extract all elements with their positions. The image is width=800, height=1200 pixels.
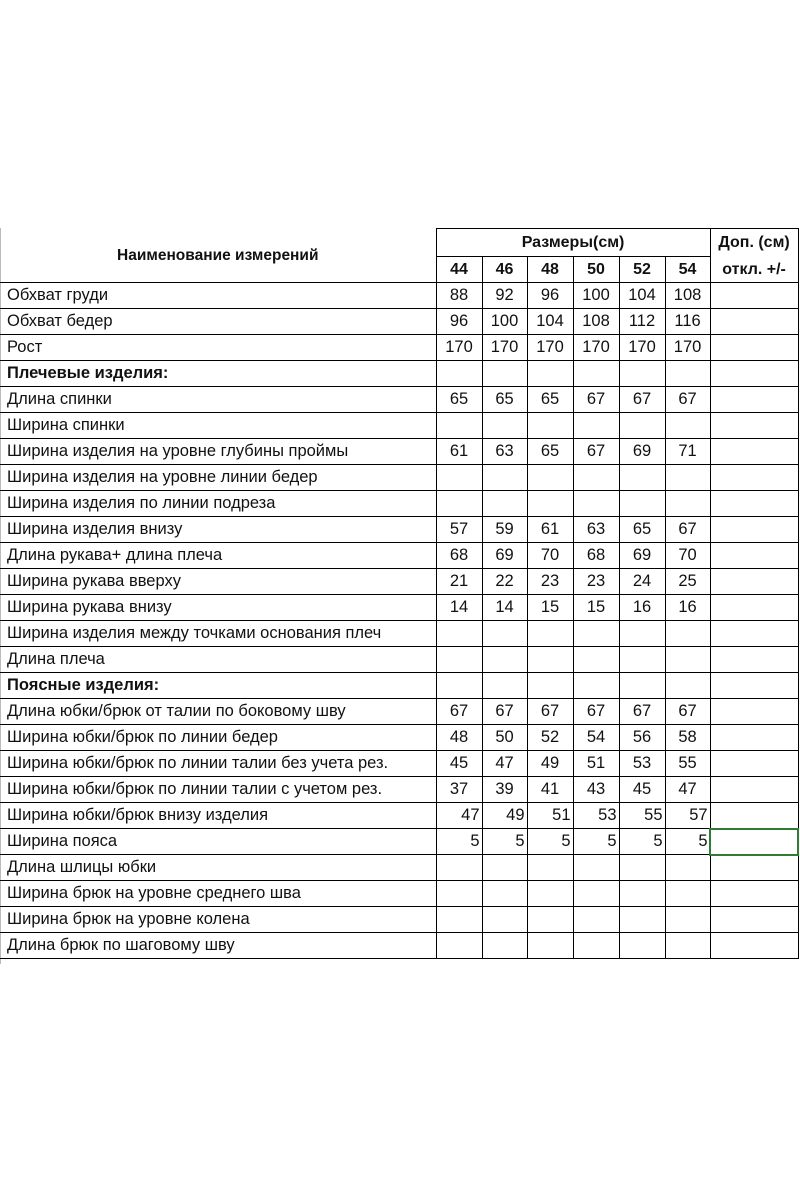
tolerance-cell[interactable] [710,725,798,751]
tolerance-cell[interactable] [710,491,798,517]
header-row-1 [0,229,798,257]
size-value-cell[interactable]: 63 [573,517,619,543]
size-value-cell[interactable]: 65 [482,387,527,413]
section-title-cell[interactable]: Плечевые изделия: [0,361,436,387]
size-value-cell[interactable] [436,465,482,491]
size-value-cell[interactable] [619,491,665,517]
size-value-cell[interactable] [436,647,482,673]
size-value-cell[interactable] [573,855,619,881]
table-row [0,673,798,699]
table-row [0,387,798,413]
size-value-cell[interactable]: 49 [527,751,573,777]
size-value-cell[interactable] [573,621,619,647]
size-value-cell[interactable] [527,907,573,933]
size-value-cell[interactable] [619,855,665,881]
size-value-cell[interactable] [436,621,482,647]
measurement-name-cell[interactable]: Ширина рукава вверху [0,569,436,595]
size-value-cell[interactable] [665,491,710,517]
size-value-cell[interactable]: 5 [482,829,527,855]
measurement-name-cell[interactable]: Ширина брюк на уровне колена [0,907,436,933]
size-value-cell[interactable]: 24 [619,569,665,595]
size-value-cell[interactable]: 5 [527,829,573,855]
size-value-cell[interactable]: 43 [573,777,619,803]
measurement-name-cell[interactable]: Рост [0,335,436,361]
size-value-cell[interactable] [573,465,619,491]
table-row [0,283,798,309]
size-value-cell[interactable] [482,621,527,647]
size-value-cell[interactable]: 67 [482,699,527,725]
size-value-cell[interactable]: 61 [436,439,482,465]
measurement-name-cell[interactable]: Ширина изделия на уровне глубины проймы [0,439,436,465]
size-value-cell[interactable] [665,855,710,881]
size-value-cell[interactable] [482,907,527,933]
size-value-cell[interactable]: 70 [665,543,710,569]
size-value-cell[interactable] [665,361,710,387]
size-value-cell[interactable]: 100 [482,309,527,335]
size-value-cell[interactable] [527,881,573,907]
size-value-cell[interactable]: 57 [665,803,710,829]
table-row [0,907,798,933]
size-value-cell[interactable]: 170 [482,335,527,361]
size-value-cell[interactable]: 68 [573,543,619,569]
size-value-cell[interactable]: 14 [436,595,482,621]
table-row [0,465,798,491]
size-value-cell[interactable] [527,673,573,699]
tolerance-cell[interactable] [710,569,798,595]
table-row [0,621,798,647]
table-row [0,699,798,725]
size-value-cell[interactable]: 51 [527,803,573,829]
size-value-cell[interactable]: 61 [527,517,573,543]
measurement-name-header: Наименование измерений [0,229,436,283]
measurement-name-cell[interactable]: Ширина юбки/брюк по линии бедер [0,725,436,751]
size-value-cell[interactable]: 50 [482,725,527,751]
size-value-cell[interactable]: 39 [482,777,527,803]
size-value-cell[interactable]: 25 [665,569,710,595]
size-value-cell[interactable]: 104 [619,283,665,309]
section-title-cell[interactable]: Поясные изделия: [0,673,436,699]
tolerance-cell[interactable] [710,699,798,725]
measurement-name-cell[interactable]: Длина юбки/брюк от талии по боковому шву [0,699,436,725]
tolerance-cell[interactable] [710,543,798,569]
measurement-name-cell[interactable]: Ширина юбки/брюк по линии талии с учетом рез. [0,777,436,803]
measurement-name-cell[interactable]: Ширина изделия между точками основания плеч [0,621,436,647]
tolerance-cell[interactable] [710,309,798,335]
table-row [0,881,798,907]
size-value-cell[interactable]: 71 [665,439,710,465]
size-value-cell[interactable]: 15 [527,595,573,621]
size-value-cell[interactable]: 69 [619,439,665,465]
size-value-cell[interactable] [436,855,482,881]
size-value-cell[interactable]: 108 [573,309,619,335]
size-value-cell[interactable]: 5 [619,829,665,855]
size-header-cell: 54 [665,257,710,283]
size-value-cell[interactable]: 67 [436,699,482,725]
size-value-cell[interactable] [482,673,527,699]
tolerance-cell[interactable] [710,361,798,387]
size-value-cell[interactable]: 5 [573,829,619,855]
size-value-cell[interactable] [527,621,573,647]
tolerance-cell[interactable] [710,517,798,543]
size-value-cell[interactable] [436,907,482,933]
table-row [0,335,798,361]
size-value-cell[interactable] [436,413,482,439]
size-value-cell[interactable]: 41 [527,777,573,803]
size-value-cell[interactable] [665,933,710,959]
measurement-name-cell[interactable]: Обхват груди [0,283,436,309]
measurement-name-cell[interactable]: Длина рукава+ длина плеча [0,543,436,569]
tolerance-cell[interactable] [710,829,798,855]
size-value-cell[interactable]: 67 [527,699,573,725]
size-value-cell[interactable] [482,465,527,491]
size-value-cell[interactable]: 23 [573,569,619,595]
measurement-name-cell[interactable]: Ширина изделия внизу [0,517,436,543]
table-row [0,517,798,543]
size-value-cell[interactable] [619,621,665,647]
size-value-cell[interactable]: 5 [665,829,710,855]
size-value-cell[interactable]: 23 [527,569,573,595]
size-value-cell[interactable] [619,361,665,387]
size-value-cell[interactable]: 57 [436,517,482,543]
size-value-cell[interactable]: 48 [436,725,482,751]
size-value-cell[interactable]: 49 [482,803,527,829]
size-value-cell[interactable]: 47 [665,777,710,803]
table-row [0,439,798,465]
size-value-cell[interactable] [619,881,665,907]
size-value-cell[interactable] [619,465,665,491]
tolerance-cell[interactable] [710,413,798,439]
size-value-cell[interactable]: 68 [436,543,482,569]
size-value-cell[interactable]: 37 [436,777,482,803]
size-value-cell[interactable] [573,933,619,959]
size-value-cell[interactable] [665,621,710,647]
measurement-name-cell[interactable]: Длина шлицы юбки [0,855,436,881]
size-value-cell[interactable] [527,855,573,881]
tolerance-cell[interactable] [710,907,798,933]
table-row [0,413,798,439]
size-value-cell[interactable] [665,881,710,907]
tolerance-cell[interactable] [710,465,798,491]
size-value-cell[interactable]: 67 [665,517,710,543]
size-value-cell[interactable]: 96 [436,309,482,335]
size-value-cell[interactable]: 5 [436,829,482,855]
size-value-cell[interactable] [436,881,482,907]
size-value-cell[interactable]: 55 [619,803,665,829]
size-value-cell[interactable] [619,933,665,959]
measurement-name-cell[interactable]: Ширина изделия на уровне линии бедер [0,465,436,491]
size-value-cell[interactable]: 58 [665,725,710,751]
measurement-name-cell[interactable]: Длина брюк по шаговому шву [0,933,436,959]
table-row [0,543,798,569]
table-row [0,569,798,595]
size-value-cell[interactable]: 22 [482,569,527,595]
size-value-cell[interactable] [482,933,527,959]
size-value-cell[interactable]: 47 [482,751,527,777]
tolerance-cell[interactable] [710,933,798,959]
tolerance-cell[interactable] [710,647,798,673]
size-value-cell[interactable]: 67 [573,439,619,465]
measurement-name-cell[interactable]: Длина плеча [0,647,436,673]
size-value-cell[interactable]: 69 [619,543,665,569]
size-value-cell[interactable] [482,647,527,673]
size-value-cell[interactable] [619,413,665,439]
size-value-cell[interactable] [527,465,573,491]
size-value-cell[interactable]: 14 [482,595,527,621]
measurement-name-cell[interactable]: Ширина брюк на уровне среднего шва [0,881,436,907]
size-header-cell: 46 [482,257,527,283]
table-row [0,933,798,959]
tolerance-cell[interactable] [710,803,798,829]
size-value-cell[interactable]: 170 [619,335,665,361]
size-chart-table [0,228,799,959]
table-row [0,777,798,803]
measurement-name-cell[interactable]: Ширина юбки/брюк по линии талии без учета рез. [0,751,436,777]
size-value-cell[interactable]: 47 [436,803,482,829]
size-value-cell[interactable] [665,465,710,491]
size-value-cell[interactable]: 170 [573,335,619,361]
size-value-cell[interactable]: 59 [482,517,527,543]
size-value-cell[interactable] [482,855,527,881]
size-chart-sheet [0,228,800,959]
size-value-cell[interactable]: 63 [482,439,527,465]
size-value-cell[interactable]: 69 [482,543,527,569]
size-value-cell[interactable] [619,673,665,699]
size-value-cell[interactable] [573,881,619,907]
size-value-cell[interactable] [482,361,527,387]
table-row [0,647,798,673]
size-value-cell[interactable] [436,361,482,387]
size-value-cell[interactable] [573,673,619,699]
size-value-cell[interactable]: 54 [573,725,619,751]
size-value-cell[interactable] [482,881,527,907]
size-value-cell[interactable]: 70 [527,543,573,569]
size-value-cell[interactable]: 67 [573,387,619,413]
size-value-cell[interactable] [527,647,573,673]
size-header-cell: 50 [573,257,619,283]
tolerance-cell[interactable] [710,621,798,647]
size-value-cell[interactable]: 67 [665,699,710,725]
size-value-cell[interactable]: 65 [619,517,665,543]
size-value-cell[interactable] [482,491,527,517]
size-value-cell[interactable]: 45 [436,751,482,777]
tolerance-header-line1: Доп. (см) [710,229,798,257]
size-value-cell[interactable]: 65 [527,387,573,413]
tolerance-cell[interactable] [710,673,798,699]
measurement-name-cell[interactable]: Ширина спинки [0,413,436,439]
size-value-cell[interactable]: 170 [665,335,710,361]
table-row [0,803,798,829]
tolerance-cell[interactable] [710,777,798,803]
size-value-cell[interactable]: 67 [619,699,665,725]
size-value-cell[interactable] [665,673,710,699]
size-value-cell[interactable] [436,491,482,517]
measurement-name-cell[interactable]: Ширина юбки/брюк внизу изделия [0,803,436,829]
size-value-cell[interactable]: 67 [619,387,665,413]
measurement-rows [0,283,798,959]
tolerance-cell[interactable] [710,335,798,361]
size-value-cell[interactable]: 116 [665,309,710,335]
measurement-name-cell[interactable]: Длина спинки [0,387,436,413]
size-value-cell[interactable]: 96 [527,283,573,309]
table-row [0,725,798,751]
tolerance-cell[interactable] [710,751,798,777]
size-value-cell[interactable]: 15 [573,595,619,621]
size-value-cell[interactable] [619,907,665,933]
size-value-cell[interactable]: 51 [573,751,619,777]
size-value-cell[interactable] [573,907,619,933]
size-header-cell: 48 [527,257,573,283]
size-value-cell[interactable] [436,933,482,959]
size-value-cell[interactable] [527,491,573,517]
size-value-cell[interactable] [665,907,710,933]
table-row [0,855,798,881]
size-value-cell[interactable]: 21 [436,569,482,595]
table-row [0,829,798,855]
size-value-cell[interactable] [436,673,482,699]
tolerance-cell[interactable] [710,439,798,465]
tolerance-cell[interactable] [710,855,798,881]
size-value-cell[interactable]: 55 [665,751,710,777]
tolerance-header-line2: откл. +/- [710,257,798,283]
sizes-header: Размеры(см) [436,229,710,257]
size-header-cell: 52 [619,257,665,283]
size-value-cell[interactable]: 65 [527,439,573,465]
size-value-cell[interactable] [665,413,710,439]
size-value-cell[interactable] [482,413,527,439]
tolerance-cell[interactable] [710,595,798,621]
size-value-cell[interactable] [573,491,619,517]
measurement-name-cell[interactable]: Ширина изделия по линии подреза [0,491,436,517]
table-row [0,491,798,517]
size-value-cell[interactable]: 56 [619,725,665,751]
size-value-cell[interactable] [527,413,573,439]
size-value-cell[interactable]: 16 [665,595,710,621]
size-value-cell[interactable]: 108 [665,283,710,309]
size-value-cell[interactable]: 53 [573,803,619,829]
tolerance-cell[interactable] [710,283,798,309]
size-value-cell[interactable]: 104 [527,309,573,335]
size-value-cell[interactable]: 100 [573,283,619,309]
size-value-cell[interactable] [619,647,665,673]
size-value-cell[interactable]: 16 [619,595,665,621]
size-header-cell: 44 [436,257,482,283]
size-value-cell[interactable]: 67 [665,387,710,413]
tolerance-cell[interactable] [710,387,798,413]
size-value-cell[interactable] [573,647,619,673]
size-value-cell[interactable]: 67 [573,699,619,725]
size-value-cell[interactable]: 170 [527,335,573,361]
size-value-cell[interactable]: 53 [619,751,665,777]
size-value-cell[interactable]: 52 [527,725,573,751]
size-value-cell[interactable]: 45 [619,777,665,803]
size-value-cell[interactable] [573,361,619,387]
measurement-name-cell[interactable]: Ширина рукава внизу [0,595,436,621]
table-row [0,309,798,335]
table-row [0,595,798,621]
measurement-name-cell[interactable]: Ширина пояса [0,829,436,855]
tolerance-cell[interactable] [710,881,798,907]
table-row [0,361,798,387]
size-value-cell[interactable] [573,413,619,439]
measurement-name-cell[interactable]: Обхват бедер [0,309,436,335]
size-value-cell[interactable]: 92 [482,283,527,309]
table-row [0,751,798,777]
size-value-cell[interactable]: 65 [436,387,482,413]
size-value-cell[interactable]: 88 [436,283,482,309]
size-value-cell[interactable] [665,647,710,673]
size-value-cell[interactable]: 112 [619,309,665,335]
size-value-cell[interactable]: 170 [436,335,482,361]
size-value-cell[interactable] [527,933,573,959]
size-value-cell[interactable] [527,361,573,387]
